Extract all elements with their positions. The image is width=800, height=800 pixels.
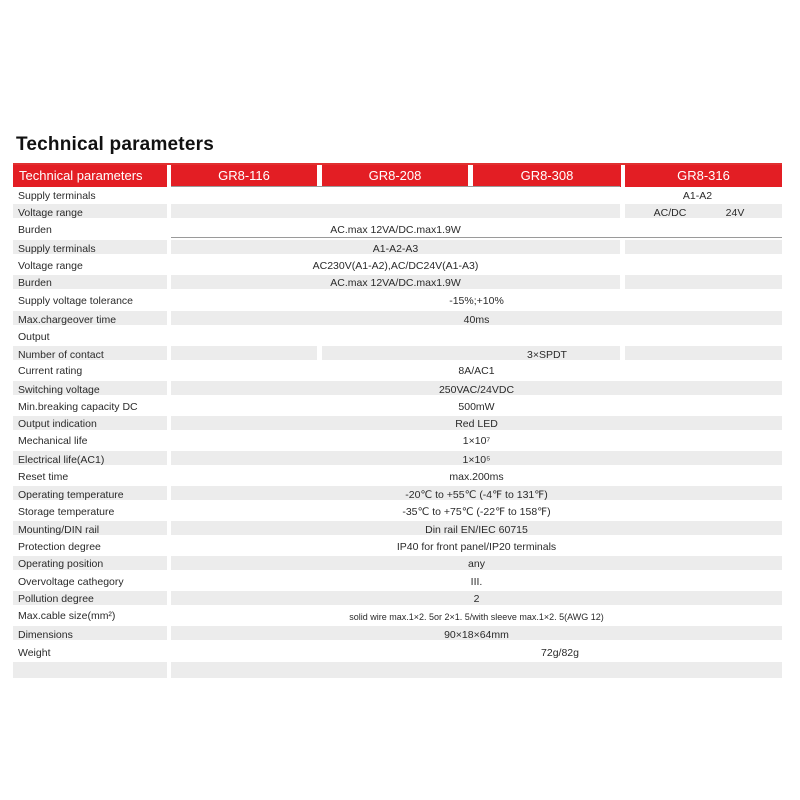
row-label: Weight bbox=[18, 647, 51, 659]
row-label: Storage temperature bbox=[18, 506, 115, 518]
value-min-breaking: 500mW bbox=[458, 401, 495, 413]
value-overvoltage: III. bbox=[470, 576, 483, 588]
row-label: Min.breaking capacity DC bbox=[18, 401, 138, 413]
value-changeover-time: 40ms bbox=[463, 314, 490, 326]
value-output-indication: Red LED bbox=[455, 418, 498, 430]
row-label: Dimensions bbox=[18, 629, 73, 641]
row-label: Pollution degree bbox=[18, 593, 94, 605]
value-cable-size: solid wire max.1×2. 5or 2×1. 5/with sleeve max.1×2. 5(AWG 12) bbox=[349, 612, 604, 622]
value-supply-tolerance: -15%;+10% bbox=[449, 295, 504, 307]
value-supply-terminals-gr8-316: A1-A2 bbox=[682, 190, 713, 202]
header-model-gr8-308: GR8-308 bbox=[473, 165, 621, 187]
row-label: Supply voltage tolerance bbox=[18, 295, 133, 307]
value-weight: 72g/82g bbox=[541, 647, 579, 659]
value-current-rating: 8A/AC1 bbox=[458, 365, 495, 377]
value-burden-2: AC.max 12VA/DC.max1.9W bbox=[330, 277, 461, 289]
row-label: Current rating bbox=[18, 365, 83, 377]
value-dimensions: 90×18×64mm bbox=[444, 629, 509, 641]
value-supply-terminals-2: A1-A2-A3 bbox=[372, 243, 419, 255]
value-operating-position: any bbox=[468, 558, 485, 570]
strip bbox=[625, 275, 782, 289]
header-model-gr8-116: GR8-116 bbox=[171, 165, 317, 187]
strip bbox=[171, 346, 317, 360]
value-mechanical-life: 1×10⁷ bbox=[462, 435, 491, 447]
row-label: Operating temperature bbox=[18, 489, 124, 501]
row-label: Max.cable size(mm²) bbox=[18, 610, 116, 622]
row-label: Switching voltage bbox=[18, 384, 100, 396]
value-operating-temp: -20℃ to +55℃ (-4℉ to 131℉) bbox=[405, 489, 548, 501]
strip bbox=[13, 662, 167, 678]
strip bbox=[171, 662, 782, 678]
row-label: Electrical life(AC1) bbox=[18, 454, 105, 466]
row-label: Burden bbox=[18, 224, 52, 236]
row-label: Voltage range bbox=[18, 207, 83, 219]
value-voltage-range-gr8-316-v: 24V bbox=[725, 207, 745, 219]
row-label: Mounting/DIN rail bbox=[18, 524, 100, 536]
value-contacts: 3×SPDT bbox=[527, 349, 567, 361]
row-label: Overvoltage cathegory bbox=[18, 576, 124, 588]
row-label: Protection degree bbox=[18, 541, 101, 553]
row-label: Operating position bbox=[18, 558, 104, 570]
value-voltage-range-gr8-316: AC/DC bbox=[653, 207, 687, 219]
value-reset-time: max.200ms bbox=[449, 471, 504, 483]
header-label: Technical parameters bbox=[13, 165, 167, 187]
value-voltage-range-2: AC230V(A1-A2),AC/DC24V(A1-A3) bbox=[312, 260, 479, 272]
row-label: Reset time bbox=[18, 471, 69, 483]
row-label: Max.chargeover time bbox=[18, 314, 117, 326]
row-label: Supply terminals bbox=[18, 243, 96, 255]
row-label: Voltage range bbox=[18, 260, 83, 272]
header-model-gr8-316: GR8-316 bbox=[625, 165, 782, 187]
header-model-gr8-208: GR8-208 bbox=[322, 165, 468, 187]
strip bbox=[625, 240, 782, 254]
row-label: Burden bbox=[18, 277, 52, 289]
value-electrical-life: 1×10⁵ bbox=[462, 454, 491, 466]
strip bbox=[171, 204, 620, 218]
value-protection: IP40 for front panel/IP20 terminals bbox=[396, 541, 557, 553]
row-label: Output bbox=[18, 331, 50, 343]
page-title: Technical parameters bbox=[16, 134, 214, 155]
row-label: Number of contact bbox=[18, 349, 104, 361]
value-pollution: 2 bbox=[473, 593, 480, 605]
value-mounting: Din rail EN/IEC 60715 bbox=[425, 524, 528, 536]
strip bbox=[625, 346, 782, 360]
section-divider bbox=[171, 237, 782, 238]
value-storage-temp: -35℃ to +75℃ (-22℉ to 158℉) bbox=[402, 506, 551, 518]
row-label: Output indication bbox=[18, 418, 97, 430]
row-label: Supply terminals bbox=[18, 190, 96, 202]
value-burden-1: AC.max 12VA/DC.max1.9W bbox=[330, 224, 461, 236]
section-divider bbox=[171, 186, 620, 187]
value-switching-voltage: 250VAC/24VDC bbox=[438, 384, 515, 396]
row-label: Mechanical life bbox=[18, 435, 88, 447]
